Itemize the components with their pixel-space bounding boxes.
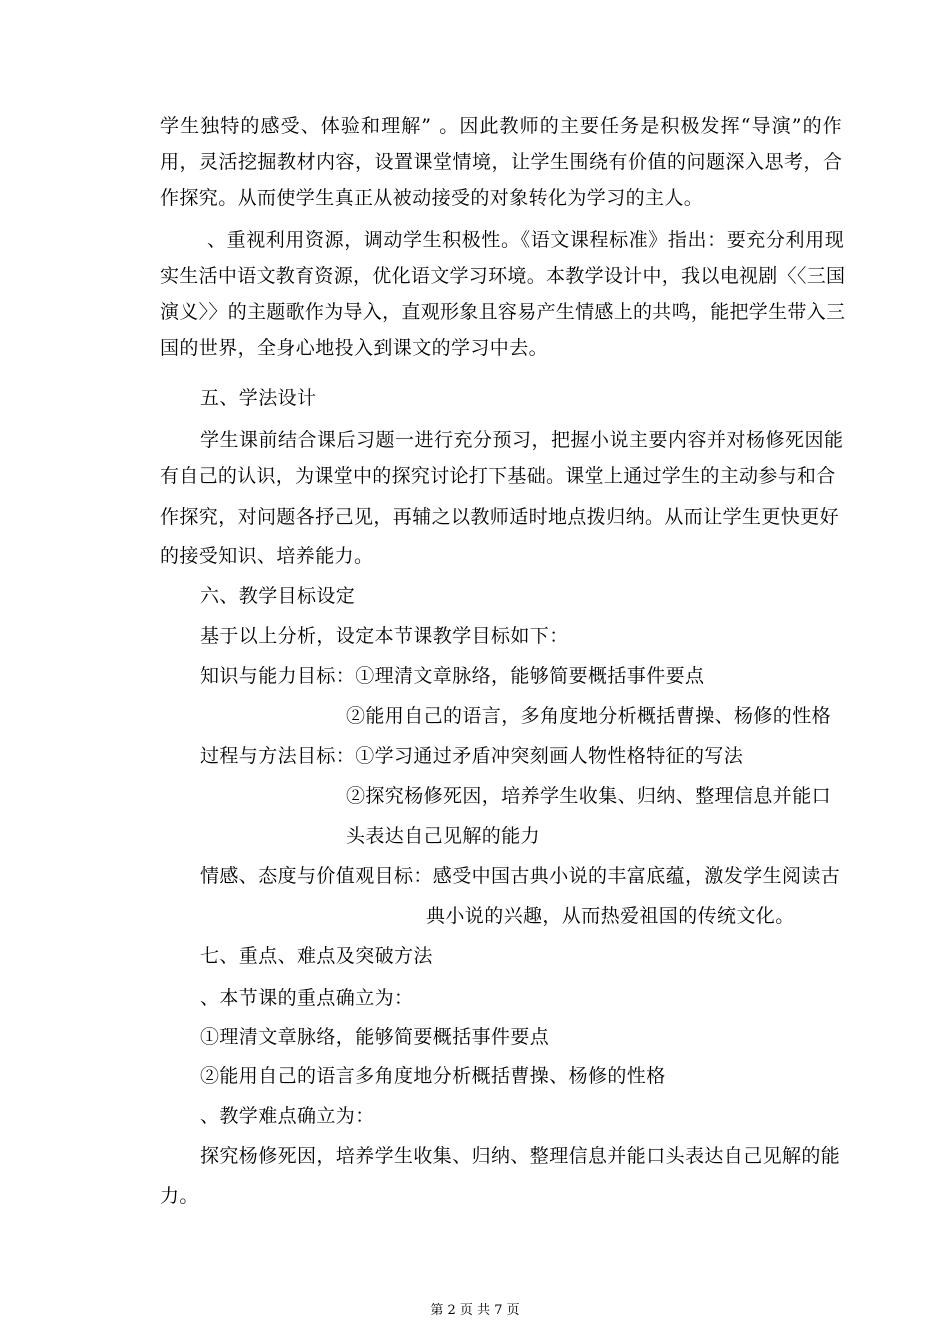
objective-line: 知识与能力目标：①理清文章脉络，能够简要概括事件要点 [200,665,705,687]
section-heading: 七、重点、难点及突破方法 [200,945,433,967]
list-item: ①理清文章脉络，能够简要概括事件要点 [200,1026,550,1048]
text-line: 作探究。从而使学生真正从被动接受的对象转化为学习的主人。 [160,187,704,209]
objective-line: 过程与方法目标：①学习通过矛盾冲突刻画人物性格特征的写法 [200,745,744,767]
text-line: 、重视利用资源，调动学生积极性。《语文课程标准》指出：要充分利用现 [207,229,845,251]
text-line: 演义〉〉的主题歌作为导入，直观形象且容易产生情感上的共鸣，能把学生带入三 [160,301,846,323]
text-line: 有自己的认识，为课堂中的探究讨论打下基础。课堂上通过学生的主动参与和合 [160,465,836,487]
objective-line: ②探究杨修死因，培养学生收集、归纳、整理信息并能口 [346,785,832,807]
text-line: 探究杨修死因，培养学生收集、归纳、整理信息并能口头表达自己见解的能 [200,1145,841,1167]
text-line: 、教学难点确立为： [200,1105,375,1127]
list-item: ②能用自己的语言多角度地分析概括曹操、杨修的性格 [200,1065,666,1087]
objective-line: 典小说的兴趣，从而热爱祖国的传统文化。 [426,905,795,927]
text-line: 的接受知识、培养能力。 [160,545,374,567]
objective-line: 情感、态度与价值观目标：感受中国古典小说的丰富底蕴，激发学生阅读古 [200,865,841,887]
text-line: 国的世界，全身心地投入到课文的学习中去。 [160,337,549,359]
text-line: 作探究，对问题各抒己见，再辅之以教师适时地点拨归纳。从而让学生更快更好 [160,506,840,528]
objective-line: 头表达自己见解的能力 [346,825,541,847]
page-number-footer: 第 2 页 共 7 页 [430,1303,520,1318]
objective-line: ②能用自己的语言，多角度地分析概括曹操、杨修的性格 [346,705,832,727]
text-line: 用，灵活挖掘教材内容，设置课堂情境，让学生围绕有价值的问题深入思考，合 [160,151,843,173]
section-heading: 六、教学目标设定 [200,585,356,607]
section-heading: 五、学法设计 [200,387,317,409]
text-line: 实生活中语文教育资源，优化语文学习环境。本教学设计中，我以电视剧〈〈三国 [160,265,846,287]
text-line: 力。 [160,1185,199,1207]
text-line: 学生课前结合课后习题一进行充分预习，把握小说主要内容并对杨修死因能 [200,429,844,451]
text-line: 基于以上分析，设定本节课教学目标如下： [200,625,569,647]
text-line: 、本节课的重点确立为： [200,987,414,1009]
text-line: 学生独特的感受、体验和理解” 。因此教师的主要任务是积极发挥“导演”的作 [160,115,843,137]
